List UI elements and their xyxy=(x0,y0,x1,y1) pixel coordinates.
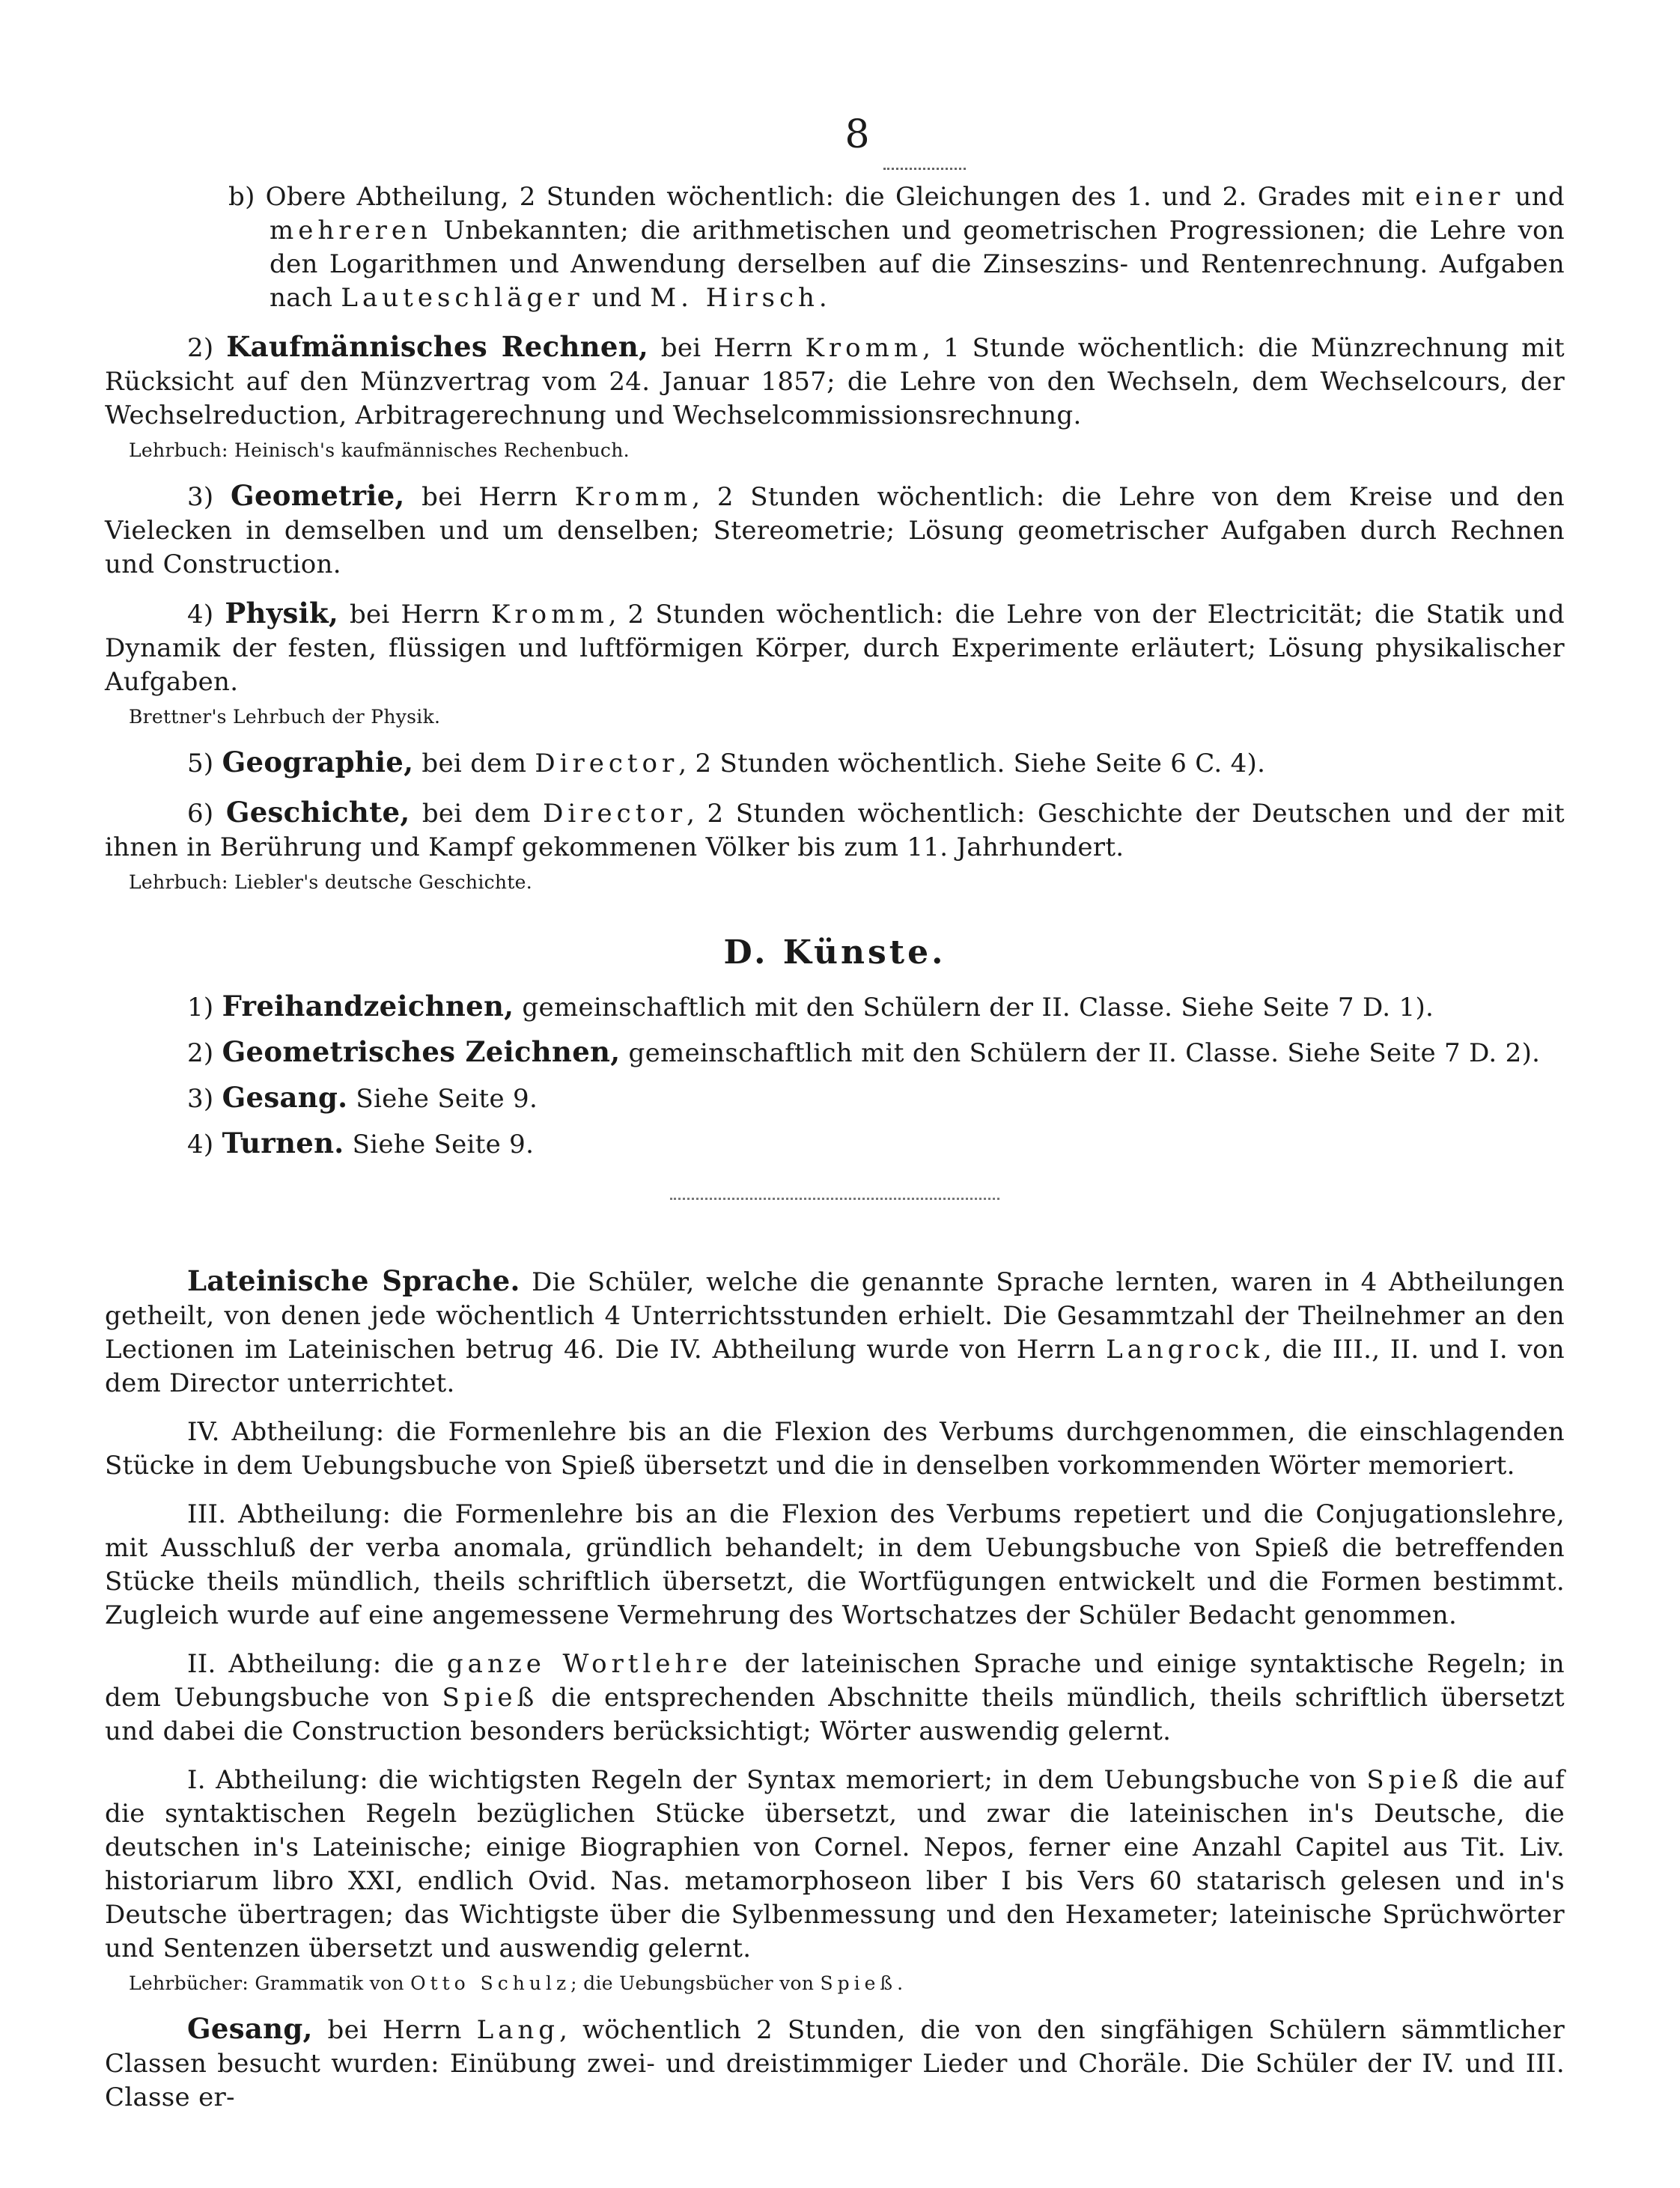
list-item-freihandzeichnen: 1) Freihandzeichnen, gemeinschaftlich mit den Schülern der II. Classe. Siehe Seite 7 D. 1). xyxy=(187,990,1434,1023)
section-heading-kuenste: D. Künste. xyxy=(723,933,946,972)
page-number: 8 xyxy=(844,112,870,157)
list-item-gesang: 3) Gesang. Siehe Seite 9. xyxy=(187,1081,538,1114)
subject-heading: Geometrie, xyxy=(231,479,405,512)
paragraph-abtheilung-iii: III. Abtheilung: die Formenlehre bis an die Flexion des Verbums repetiert und die Conjugationslehre, mit Ausschluß der verba anomala, gründlich behandelt; in dem Uebungsbuche von Spieß die betreffenden Stücke theils mündlich, theils schriftlich übersetzt, die Wortfügungen entwickelt und die Formen bestimmt. Zugleich wurde auf eine angemessene Vermehrung des Wortschatzes der Schüler Bedacht genommen. xyxy=(105,1499,1565,1630)
subject-heading: Geschichte, xyxy=(225,796,410,829)
subject-heading: Kaufmännisches Rechnen, xyxy=(226,330,649,363)
document-page xyxy=(105,112,1565,2115)
paragraph-abtheilung-iv: IV. Abtheilung: die Formenlehre bis an die Flexion des Verbums durchgenommen, die einschlagenden Stücke in dem Uebungsbuche von Spieß übersetzt und die in denselben vorkommenden Wörter memoriert. xyxy=(105,1417,1565,1481)
item-heading: Obere Abtheilung, xyxy=(265,182,509,212)
section-divider xyxy=(670,1192,999,1200)
paragraph-lateinische-sprache: Lateinische Sprache. Die Schüler, welche die genannte Sprache lernten, waren in 4 Abtheilungen getheilt, von denen jede wöchentlich 4 Unterrichtsstunden erhielt. Die Gesammtzahl der Theilnehmer an den Lectionen im Lateinischen betrug 46. Die IV. Abtheilung wurde von Herrn Langrock, die III., II. und I. von dem Director unterrichtet. xyxy=(105,1264,1565,1398)
subject-heading: Physik, xyxy=(225,597,339,630)
paragraph-abtheilung-i: I. Abtheilung: die wichtigsten Regeln der Syntax memoriert; in dem Uebungsbuche von Spieß die auf die syntaktischen Regeln bezüglichen Stücke übersetzt, und zwar die lateinischen in's Deutsche, die deutschen in's Lateinische; einige Biographien von Cornel. Nepos, ferner eine Anzahl Capitel aus Tit. Liv. historiarum libro XXI, endlich Ovid. Nas. metamorphoseon liber I bis Vers 60 statarisch gelesen und in's Deutsche übertragen; das Wichtigste über die Sylbenmessung und den Hexameter; lateinische Sprüchwörter und Sentenzen übersetzt und auswendig gelernt. xyxy=(105,1765,1565,1963)
subject-heading: Lateinische Sprache. xyxy=(187,1264,520,1297)
list-item-geometrisches-zeichnen: 2) Geometrisches Zeichnen, gemeinschaftlich mit den Schülern der II. Classe. Siehe Seite 7 D. 2). xyxy=(187,1035,1541,1068)
textbook-note: Lehrbuch: Heinisch's kaufmännisches Rechenbuch. xyxy=(129,439,630,461)
paragraph-geschichte: 6) Geschichte, bei dem Director, 2 Stunden wöchentlich: Geschichte der Deutschen und der mit ihnen in Berührung und Kampf gekommenen Völker bis zum 11. Jahrhundert. xyxy=(105,796,1565,862)
teacher-name: Lang xyxy=(476,2015,560,2045)
paragraph-geographie: 5) Geographie, bei dem Director, 2 Stunden wöchentlich. Siehe Seite 6 C. 4). xyxy=(187,746,1266,778)
textbook-note: Brettner's Lehrbuch der Physik. xyxy=(129,706,441,728)
textbook-note: Lehrbuch: Liebler's deutsche Geschichte. xyxy=(129,871,533,893)
textbook-note: Lehrbücher: Grammatik von Otto Schulz; die Uebungsbücher von Spieß. xyxy=(129,1972,904,1994)
subject-heading: Gesang, xyxy=(187,2012,313,2045)
paragraph-physik: 4) Physik, bei Herrn Kromm, 2 Stunden wöchentlich: die Lehre von der Electricität; die Statik und Dynamik der festen, flüssigen und luftförmigen Körper, durch Experimente erläutert; Lösung physikalischer Aufgaben. xyxy=(105,597,1565,697)
teacher-name: Langrock xyxy=(1106,1335,1264,1365)
teacher-name: Director xyxy=(535,749,679,778)
teacher-name: Director xyxy=(543,799,687,829)
item-label: b) xyxy=(228,182,255,212)
teacher-name: Kromm xyxy=(805,333,923,363)
paragraph-obere-abtheilung: b) Obere Abtheilung, 2 Stunden wöchentlich: die Gleichungen des 1. und 2. Grades mit einer und mehreren Unbekannten; die arithmetischen und geometrischen Progressionen; die Lehre von den Logarithmen und Anwendung derselben auf die Zinseszins- und Rentenrechnung. Aufgaben nach Lauteschläger und M. Hirsch. xyxy=(228,182,1565,313)
paragraph-gesang: Gesang, bei Herrn Lang, wöchentlich 2 Stunden, die von den singfähigen Schülern sämmtlicher Classen besucht wurden: Einübung zwei- und dreistimmiger Lieder und Choräle. Die Schüler der IV. und III. Classe er- xyxy=(105,2012,1565,2112)
paragraph-geometrie: 3) Geometrie, bei Herrn Kromm, 2 Stunden wöchentlich: die Lehre von dem Kreise und den Vielecken in demselben und um denselben; Stereometrie; Lösung geometrischer Aufgaben durch Rechnen und Construction. xyxy=(105,479,1565,579)
subject-heading: Geographie, xyxy=(222,746,414,778)
teacher-name: Kromm xyxy=(574,482,693,512)
teacher-name: Kromm xyxy=(490,600,609,630)
paragraph-kaufmaennisches-rechnen: 2) Kaufmännisches Rechnen, bei Herrn Kromm, 1 Stunde wöchentlich: die Münzrechnung mit Rücksicht auf den Münzvertrag vom 24. Januar 1857; die Lehre von den Wechseln, dem Wechselcours, der Wechselreduction, Arbitragerechnung und Wechselcommissionsrechnung. xyxy=(105,330,1565,430)
list-item-turnen: 4) Turnen. Siehe Seite 9. xyxy=(187,1127,535,1159)
paragraph-abtheilung-ii: II. Abtheilung: die ganze Wortlehre der lateinischen Sprache und einige syntaktische Regeln; in dem Uebungsbuche von Spieß die entsprechenden Abschnitte theils mündlich, theils schriftlich übersetzt und dabei die Construction besonders berücksichtigt; Wörter auswendig gelernt. xyxy=(105,1649,1565,1746)
header-ornament xyxy=(883,159,966,170)
